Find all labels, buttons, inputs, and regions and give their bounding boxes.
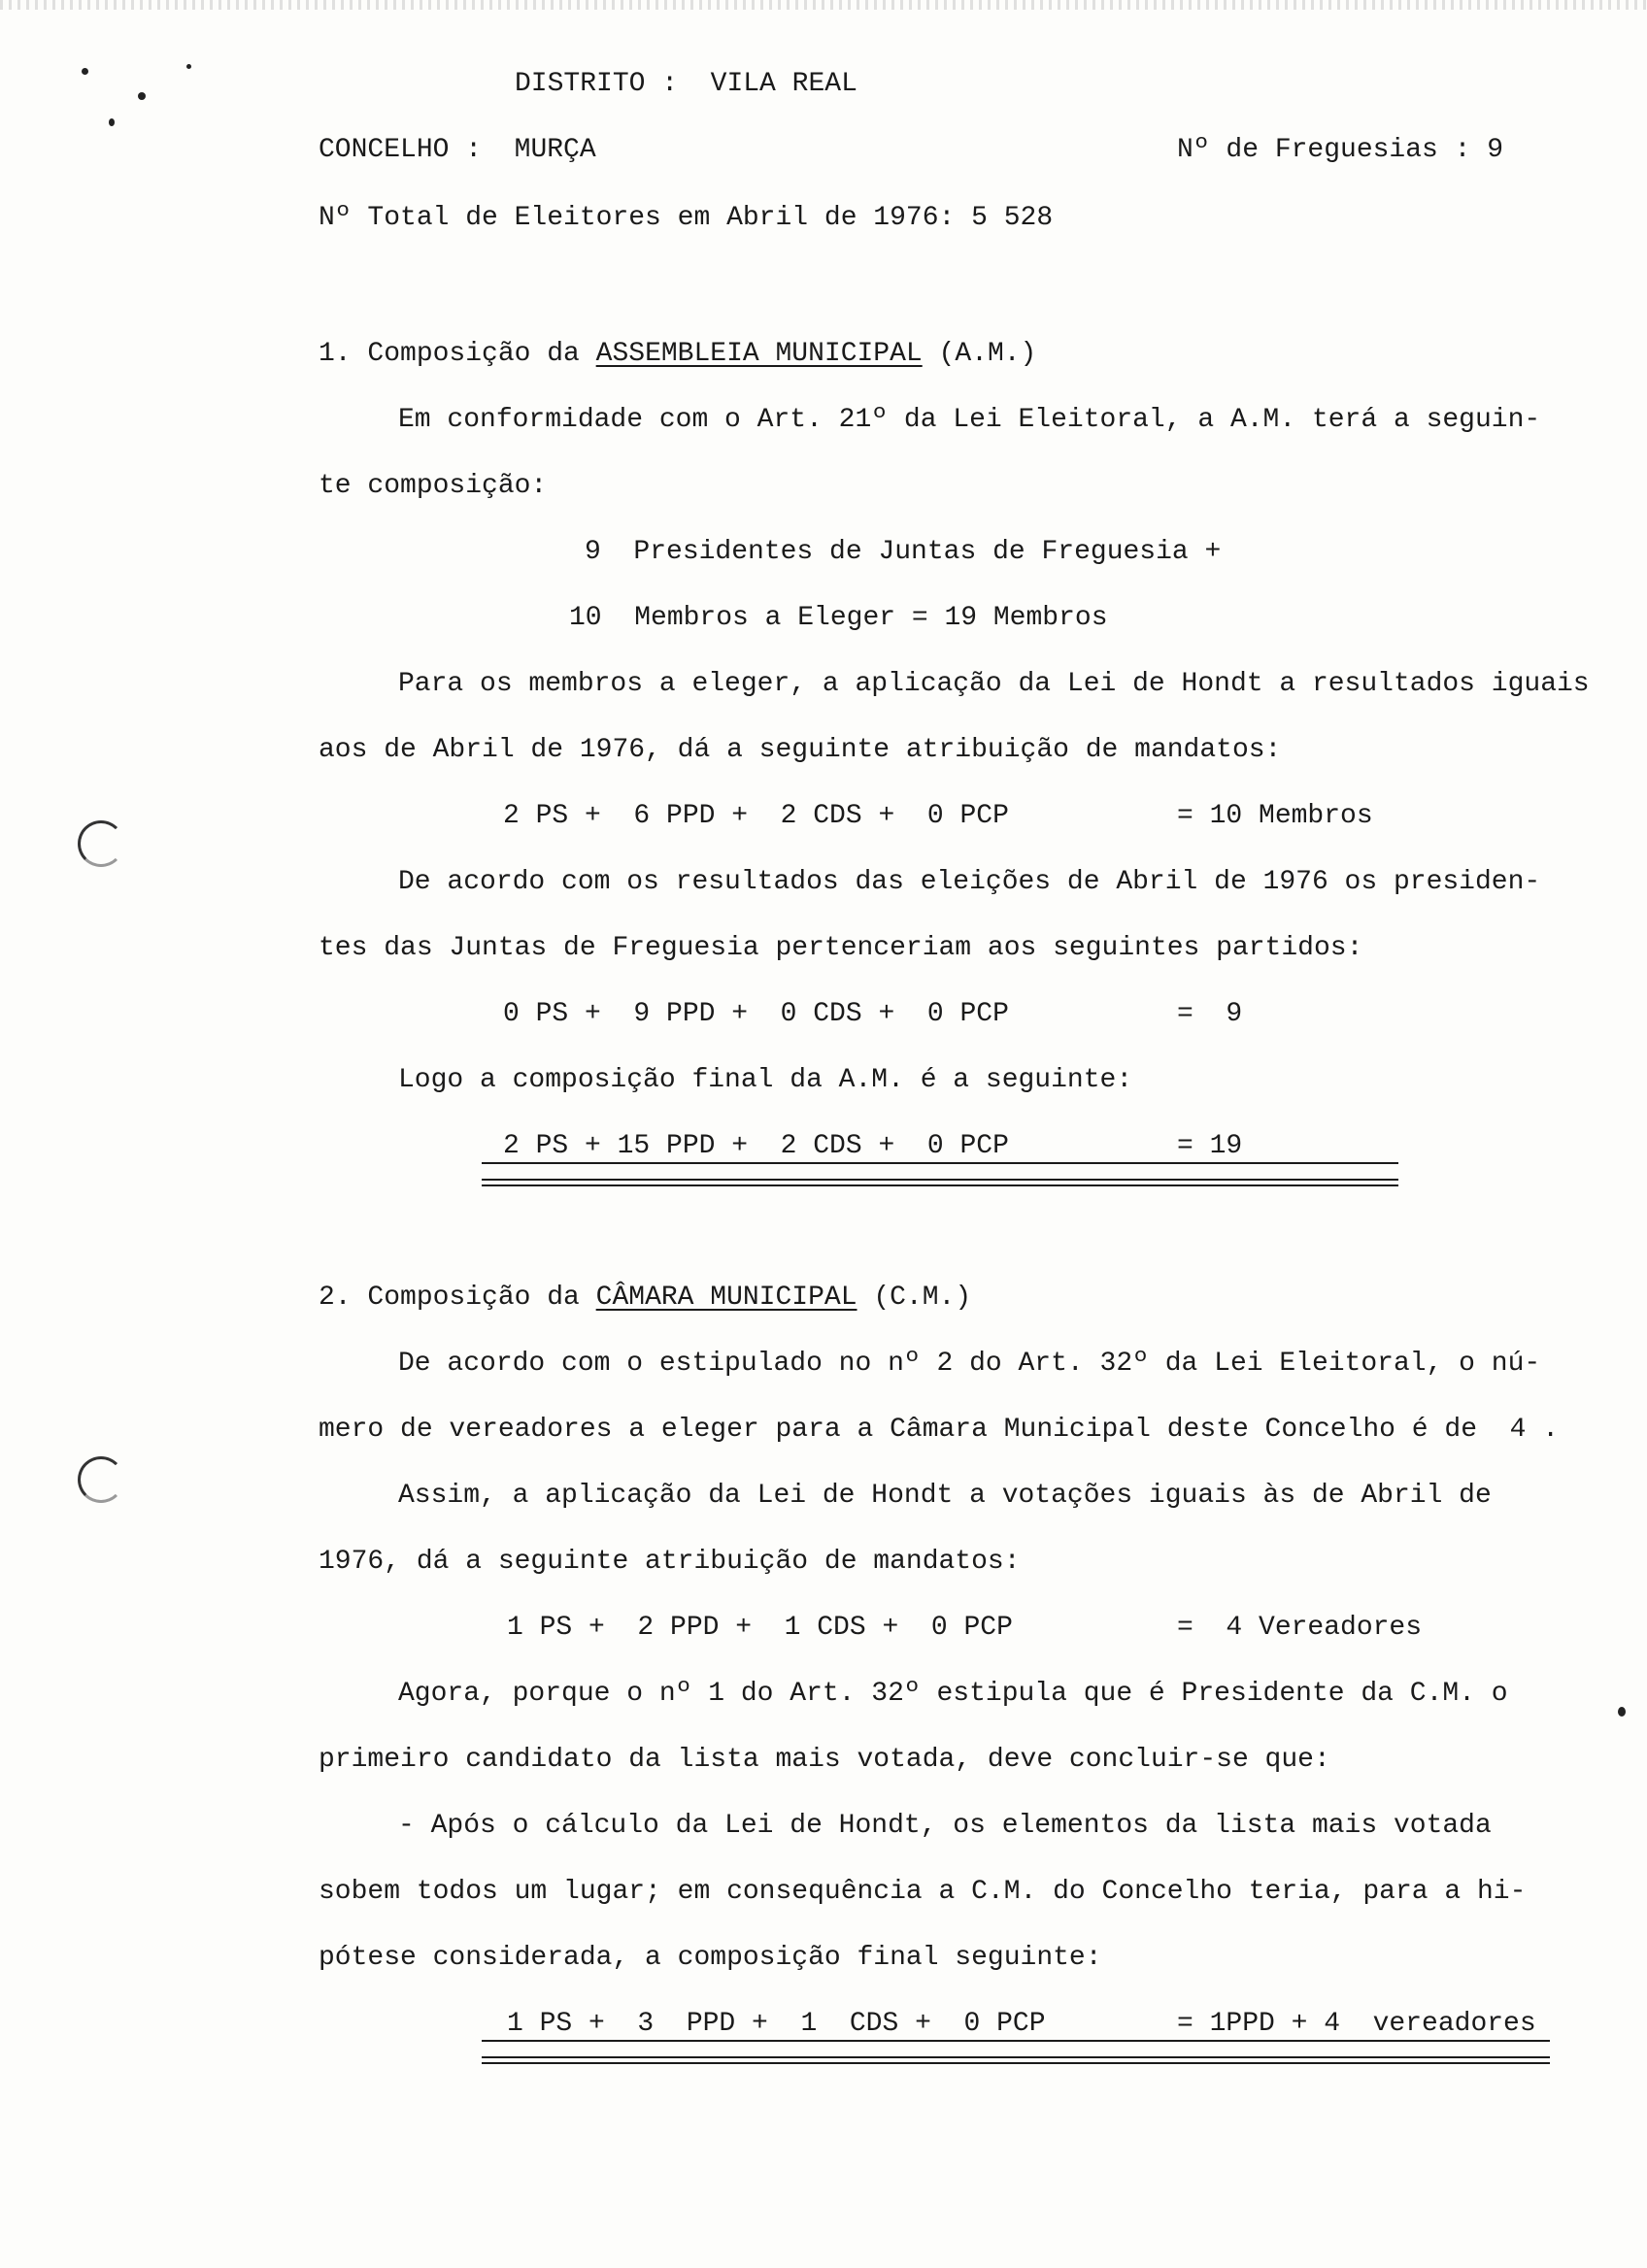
section2-heading-underlined: CÂMARA MUNICIPAL xyxy=(595,1283,857,1313)
section2-paragraph: sobem todos um lugar; em consequência a C.M. do Concelho teria, para a hi- xyxy=(319,1877,1527,1907)
scan-speck xyxy=(1618,1707,1626,1717)
concelho-value: MURÇA xyxy=(514,135,596,165)
final-composition-total: = 1PPD + 4 vereadores xyxy=(1177,2009,1536,2039)
composition-line: 10 Membros a Eleger = 19 Membros xyxy=(569,603,1108,633)
scan-speck xyxy=(186,64,191,69)
concelho-label: CONCELHO : xyxy=(319,135,483,165)
section2-paragraph: - Após o cálculo da Lei de Hondt, os elementos da lista mais votada xyxy=(398,1811,1492,1841)
section1-heading-underlined: ASSEMBLEIA MUNICIPAL xyxy=(595,339,923,369)
section2-paragraph: De acordo com o estipulado no nº 2 do Art. 32º da Lei Eleitoral, o nú- xyxy=(398,1349,1541,1379)
scan-speck xyxy=(109,118,115,126)
final-composition-parties: 1 PS + 3 PPD + 1 CDS + 0 PCP xyxy=(507,2009,1046,2039)
allocation-total: = 4 Vereadores xyxy=(1177,1613,1423,1643)
section2-heading-prefix: 2. Composição da xyxy=(319,1283,580,1313)
freguesias-line xyxy=(1177,134,1503,167)
distrito-label: DISTRITO : xyxy=(515,69,679,99)
section2-paragraph: Agora, porque o nº 1 do Art. 32º estipula que é Presidente da C.M. o xyxy=(398,1679,1508,1709)
section1-paragraph: te composição: xyxy=(319,471,548,501)
section2-paragraph: primeiro candidato da lista mais votada, deve concluir-se que: xyxy=(319,1745,1330,1775)
section1-heading-suffix: (A.M.) xyxy=(938,339,1037,369)
section2-paragraph: 1976, dá a seguinte atribuição de mandatos: xyxy=(319,1547,1021,1577)
section2-paragraph: Assim, a aplicação da Lei de Hondt a votações iguais às de Abril de xyxy=(398,1481,1492,1511)
section1-heading-prefix: 1. Composição da xyxy=(319,339,580,369)
scan-speck xyxy=(82,68,88,75)
concelho-line xyxy=(319,134,596,167)
freguesias-value: 9 xyxy=(1487,135,1504,165)
final-double-rule xyxy=(482,1179,1398,1181)
composition-line: 9 Presidentes de Juntas de Freguesia + xyxy=(585,537,1222,567)
allocation-parties: 1 PS + 2 PPD + 1 CDS + 0 PCP xyxy=(507,1613,1013,1643)
section2-heading xyxy=(319,1282,971,1315)
section2-paragraph: pótese considerada, a composição final seguinte: xyxy=(319,1943,1102,1973)
section1-paragraph: Para os membros a eleger, a aplicação da Lei de Hondt a resultados iguais xyxy=(398,669,1590,699)
section1-paragraph: Em conformidade com o Art. 21º da Lei Eleitoral, a A.M. terá a seguin- xyxy=(398,405,1541,435)
final-composition-total: = 19 xyxy=(1177,1131,1243,1161)
final-double-rule xyxy=(482,1184,1398,1186)
scan-edge xyxy=(0,0,1647,10)
allocation-total: = 10 Membros xyxy=(1177,801,1373,831)
distrito-value: VILA REAL xyxy=(710,69,857,99)
freguesias-label: Nº de Freguesias : xyxy=(1177,135,1471,165)
allocation-parties: 0 PS + 9 PPD + 0 CDS + 0 PCP xyxy=(503,999,1009,1029)
section1-paragraph: aos de Abril de 1976, dá a seguinte atribuição de mandatos: xyxy=(319,735,1282,765)
section2-paragraph: mero de vereadores a eleger para a Câmara Municipal deste Concelho é de 4 . xyxy=(319,1415,1560,1445)
final-rule xyxy=(482,2040,1550,2042)
allocation-total: = 9 xyxy=(1177,999,1243,1029)
punch-hole-top xyxy=(78,820,124,867)
section1-heading xyxy=(319,338,1036,371)
section1-paragraph: Logo a composição final da A.M. é a seguinte: xyxy=(398,1065,1133,1095)
punch-hole-bottom xyxy=(78,1456,124,1503)
distrito-line xyxy=(515,68,857,101)
final-composition-parties: 2 PS + 15 PPD + 2 CDS + 0 PCP xyxy=(503,1131,1009,1161)
eleitores-line: Nº Total de Eleitores em Abril de 1976: 5 528 xyxy=(319,203,1054,233)
allocation-parties: 2 PS + 6 PPD + 2 CDS + 0 PCP xyxy=(503,801,1009,831)
section1-paragraph: De acordo com os resultados das eleições de Abril de 1976 os presiden- xyxy=(398,867,1541,897)
final-double-rule xyxy=(482,2062,1550,2064)
final-rule xyxy=(482,1162,1398,1164)
section1-paragraph: tes das Juntas de Freguesia pertenceriam aos seguintes partidos: xyxy=(319,933,1363,963)
final-double-rule xyxy=(482,2056,1550,2058)
section2-heading-suffix: (C.M.) xyxy=(873,1283,972,1313)
scan-speck xyxy=(138,92,146,100)
